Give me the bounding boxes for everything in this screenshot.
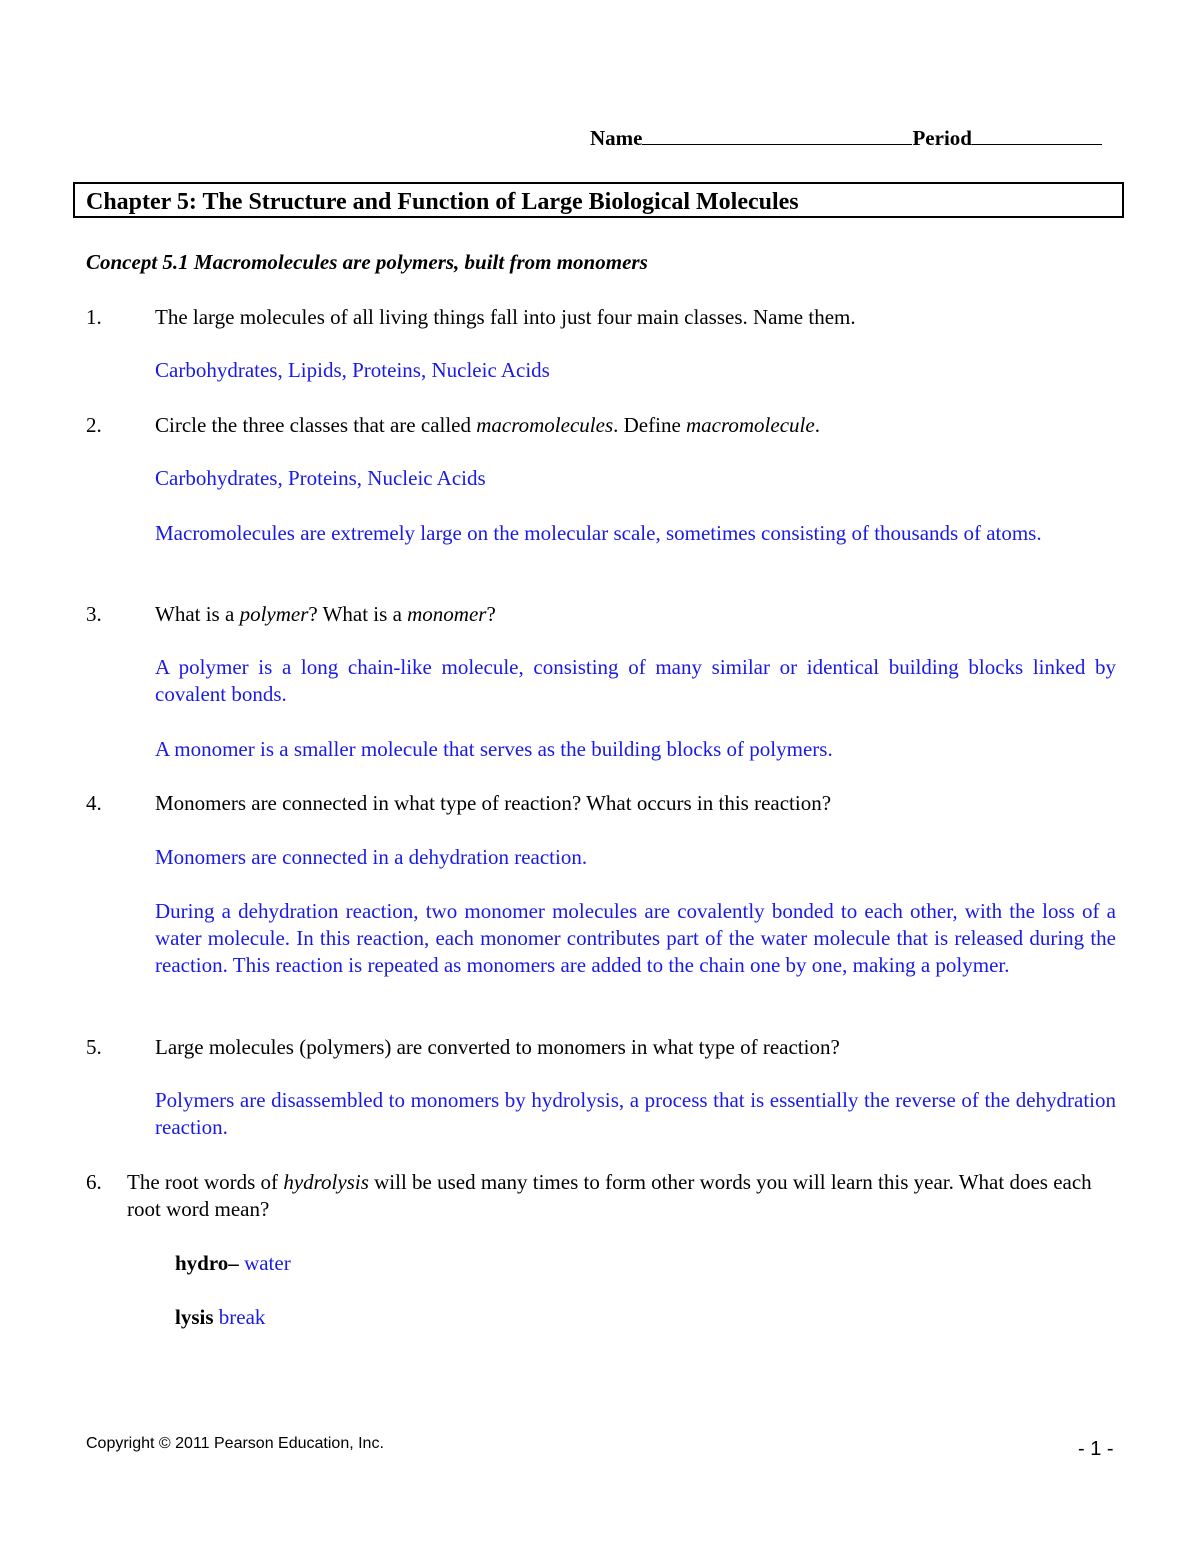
question-6-text-part: The root words of xyxy=(127,1170,284,1194)
root-word-term: lysis xyxy=(175,1305,214,1329)
question-6-text-part: will be used many times to form other words you will learn this year. What does each root word mean? xyxy=(127,1170,1092,1221)
question-2-term-macromolecules: macromolecules xyxy=(476,413,614,437)
question-2-answer-definition: Macromolecules are extremely large on the molecular scale, sometimes consisting of thousands of atoms. xyxy=(155,521,1042,545)
question-6-number: 6. xyxy=(86,1170,102,1194)
question-3-text-part: ? xyxy=(486,602,496,626)
root-word-lysis xyxy=(175,1305,265,1330)
question-4-answer-reaction: Monomers are connected in a dehydration reaction. xyxy=(155,845,588,869)
root-word-term: hydro– xyxy=(175,1251,239,1275)
question-5-text: Large molecules (polymers) are converted to monomers in what type of reaction? xyxy=(155,1035,840,1059)
question-3-text xyxy=(155,602,496,627)
question-2-answer-classes: Carbohydrates, Proteins, Nucleic Acids xyxy=(155,466,486,490)
root-word-meaning: break xyxy=(213,1305,266,1329)
period-label: Period xyxy=(912,126,972,150)
question-3-text-part: ? What is a xyxy=(308,602,408,626)
question-1-text: The large molecules of all living things fall into just four main classes. Name them. xyxy=(155,305,856,329)
name-period-line xyxy=(590,126,1102,151)
page-title: Chapter 5: The Structure and Function of Large Biological Molecules xyxy=(86,189,799,215)
question-4-answer-description: During a dehydration reaction, two monomer molecules are covalently bonded to each other, with the loss of a water molecule. In this reaction, each monomer contributes part of the water molecule that is released during the reaction. This reaction is repeated as monomers are added to the chain one by one, making a polymer. xyxy=(155,899,1116,977)
question-2-number: 2. xyxy=(86,413,102,437)
page-number: - 1 - xyxy=(1078,1438,1114,1460)
question-5-answer: Polymers are disassembled to monomers by hydrolysis, a process that is essentially the reverse of the dehydration reaction. xyxy=(155,1088,1116,1139)
question-2-text-part: Circle the three classes that are called xyxy=(155,413,477,437)
question-1-number: 1. xyxy=(86,305,102,329)
question-2-term-macromolecule: macromolecule xyxy=(686,413,815,437)
root-word-meaning: water xyxy=(238,1251,291,1275)
question-2-text-part: . Define xyxy=(613,413,687,437)
title-box xyxy=(73,182,1124,218)
question-5-number: 5. xyxy=(86,1035,102,1059)
question-1-answer: Carbohydrates, Lipids, Proteins, Nucleic Acids xyxy=(155,358,550,382)
name-blank[interactable] xyxy=(642,127,912,145)
period-blank[interactable] xyxy=(972,127,1102,145)
question-2-text xyxy=(155,413,820,438)
question-3-answer-polymer: A polymer is a long chain-like molecule, consisting of many similar or identical building blocks linked by covalent bonds. xyxy=(155,655,1116,706)
question-3-answer-monomer: A monomer is a smaller molecule that serves as the building blocks of polymers. xyxy=(155,737,833,761)
root-word-hydro xyxy=(175,1251,291,1276)
question-3-term-monomer: monomer xyxy=(407,602,487,626)
concept-heading: Concept 5.1 Macromolecules are polymers, built from monomers xyxy=(86,250,648,274)
question-3-term-polymer: polymer xyxy=(239,602,309,626)
question-2-text-part: . xyxy=(814,413,820,437)
question-6-term-hydrolysis: hydrolysis xyxy=(283,1170,369,1194)
question-3-number: 3. xyxy=(86,602,102,626)
question-4-text: Monomers are connected in what type of reaction? What occurs in this reaction? xyxy=(155,791,832,815)
copyright-notice: Copyright © 2011 Pearson Education, Inc. xyxy=(86,1435,384,1452)
question-3-text-part: What is a xyxy=(155,602,240,626)
name-label: Name xyxy=(590,126,643,150)
question-4-number: 4. xyxy=(86,791,102,815)
question-6-text xyxy=(127,1169,1117,1223)
